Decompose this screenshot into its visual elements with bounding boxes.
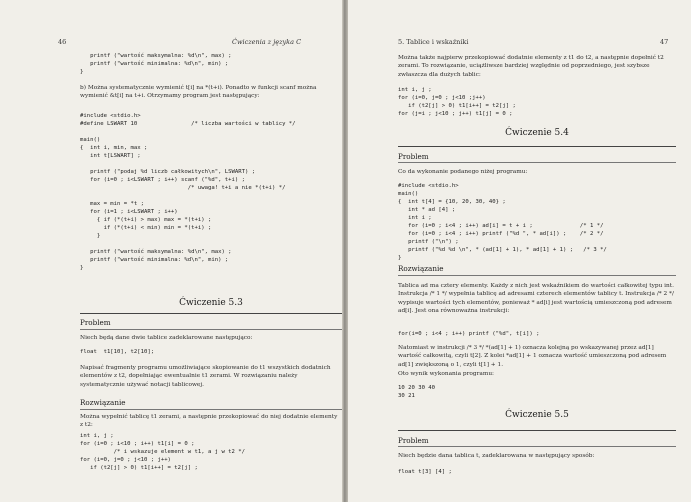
left-running-head: Ćwiczenia z języka C bbox=[232, 38, 302, 46]
right-paragraph-1: Można także najpierw przekopiować dodatnie elementy z t1 do t2, a następnie dopełnić t2 zerami. To rozwiązanie, uciążliwsze bardziej względnie od poprzedniego, jest szybsze zwłaszcza dla dużych tablic: bbox=[398, 55, 664, 78]
section-rule bbox=[398, 146, 676, 147]
left-code-block-3: float t1[10], t2[10]; bbox=[80, 349, 155, 355]
solution-heading: Rozwiązanie bbox=[80, 398, 126, 407]
left-page bbox=[0, 0, 342, 502]
exercise-5-4-title: Ćwiczenie 5.4 bbox=[505, 128, 569, 138]
right-code-block-3: for(i=0 ; i<4 ; i++) printf ("%d", t[i]) ; bbox=[398, 331, 540, 337]
section-rule bbox=[80, 409, 342, 410]
problem-heading: Problem bbox=[80, 318, 111, 327]
section-rule bbox=[398, 430, 676, 431]
right-paragraph-3: Natomiast w instrukcji /* 3 */ *(ad[1] + 1) oznacza kolejną po wskazywanej przez ad[1] wartość całkowitą, czyli t[2]. Z kolei *ad[1] + 1 oznacza wartość umieszczoną pod adresem ad[1] zwiększoną o 1, czyli t[1] + 1. bbox=[398, 345, 667, 368]
right-page bbox=[348, 0, 691, 502]
exercise-5-3-title: Ćwiczenie 5.3 bbox=[179, 298, 243, 308]
right-running-head: 5. Tablice i wskaźniki bbox=[398, 38, 469, 46]
right-code-block-1: int i, j ; for (i=0, j=0 ; j<10 ;j++) if (t2[j] > 0) t1[i++] = t2[j] ; for (j=i ; j<10 ; j++) t1[j] = 0 ; bbox=[398, 87, 516, 117]
right-paragraph-2: Tablica ad ma cztery elementy. Każdy z nich jest wskaźnikiem do wartości całkowitej typu int. Instrukcja /* 1 */ wypełnia tablicę ad adresami czterech elementów tablicy t. Instrukcja /* 2 */ wypisuje wartości tych elementów, ponieważ * ad[i] jest wartością umieszczoną pod adresem ad[i]. Jest ona równoważna instrukcji: bbox=[398, 283, 674, 315]
section-rule bbox=[398, 446, 676, 447]
exercise-5-5-title: Ćwiczenie 5.5 bbox=[505, 410, 569, 420]
program-output: 10 20 30 40 30 21 bbox=[398, 385, 436, 399]
left-code-block-1: printf ("wartość maksymalna: %d\n", max) ; printf ("wartość minimalna: %d\n", min) ; } bbox=[80, 53, 232, 75]
right-code-block-4: float t[3] [4] ; bbox=[398, 469, 452, 475]
problem-heading: Problem bbox=[398, 152, 429, 161]
problem-heading: Problem bbox=[398, 436, 429, 445]
section-rule bbox=[398, 162, 676, 163]
problem-text: Niech będzie dana tablica t, zadeklarowana w następujący sposób: bbox=[398, 453, 595, 459]
section-rule bbox=[80, 329, 342, 330]
section-rule bbox=[398, 275, 676, 276]
left-paragraph-2: Napisać fragmenty programu umożliwiające skopiowanie do t1 wszystkich dodatnich elementów z t2, dopełniając ewentualnie t1 zerami. W rozwiązaniu należy systematycznie używać notacji tablicowej. bbox=[80, 365, 331, 388]
solution-heading: Rozwiązanie bbox=[398, 264, 444, 273]
right-code-block-2: #include <stdio.h> main() { int t[4] = {10, 20, 30, 40} ; int * ad [4] ; int i ; for (i=0 ; i<4 ; i++) ad[i] = t + i ; /* 1 */ for (i=0 ; i<4 ; i++) printf ("%d ", * ad[i]) ; /* 2 */ printf ("\n") ; printf ("%d %d \n", * (ad[1] + 1), * ad[1] + 1) ; /* 3 */ } bbox=[398, 183, 607, 261]
left-paragraph-1: b) Można systematycznie wymienić t[i] na *(t+i). Ponadto w funkcji scanf można wymienić &t[i] na t+i. Otrzymamy program jest następujący: bbox=[80, 85, 317, 100]
problem-text: Co da wykonanie podanego niżej programu: bbox=[398, 169, 528, 175]
right-page-number: 47 bbox=[660, 38, 669, 46]
left-code-block-2: #include <stdio.h> #define LSWART 10 /* liczba wartości w tablicy */ main() { int i, min, max ; int t[LSWART] ; printf ("podaj %d liczb całkowitych\n", LSWART) ; for (i=0 ; i<LSWART ; i++) scanf ("%d", t+i) ; /* uwaga! t+i a nie *(t+i) */ max = min = *t ; for (i=1 ; i<LSWART ; i++) { if (*(t+i) > max) max = *(t+i) ; if (*(t+i) < min) min = *(t+i) ; } printf ("wartość maksymalna: %d\n", max) ; printf ("wartość minimalna: %d\n", min) ; } bbox=[80, 113, 296, 271]
problem-text: Niech będą dane dwie tablice zadeklarowane następująco: bbox=[80, 335, 253, 341]
section-rule bbox=[80, 313, 342, 314]
left-paragraph-3: Można wypełnić tablicę t1 zerami, a następnie przekopiować do niej dodatnie elementy z t2: bbox=[80, 414, 338, 429]
left-code-block-4: int i, j ; for (i=0 ; i<10 ; i++) t1[i] = 0 ; /* i wskazuje element w t1, a j w t2 */ for (i=0, j=0 ; j<10 ; j++) if (t2[j] > 0) t1[i++] = t2[j] ; bbox=[80, 433, 246, 471]
right-paragraph-4: Oto wynik wykonania programu: bbox=[398, 371, 495, 377]
left-page-number: 46 bbox=[58, 38, 67, 46]
